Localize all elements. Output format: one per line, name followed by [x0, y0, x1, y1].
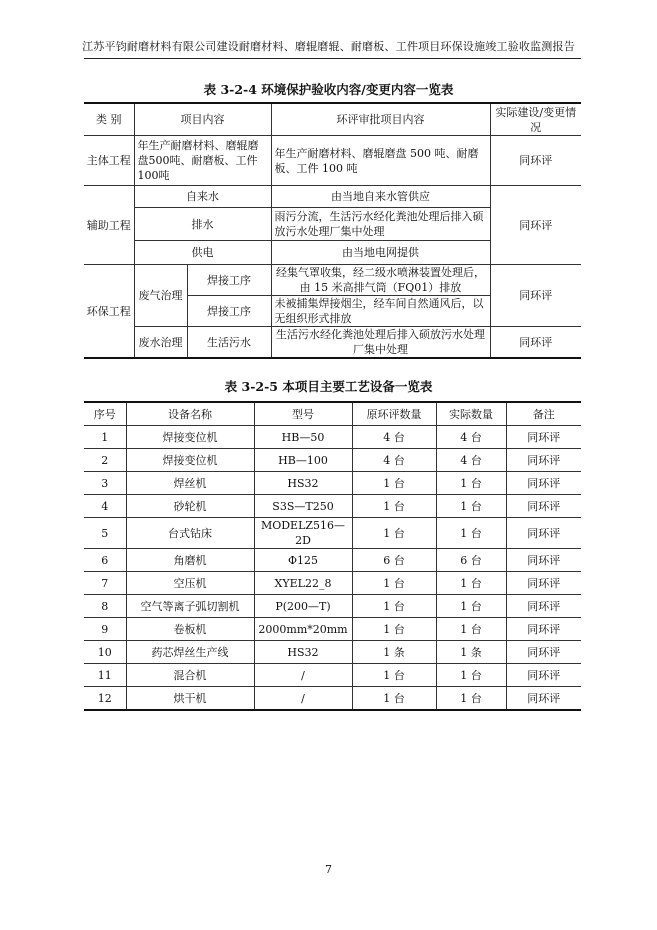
table2-caption: 表 3-2-5 本项目主要工艺设备一览表: [224, 379, 433, 394]
equipment-table: [84, 401, 581, 711]
model-cell: MODELZ516—2D: [254, 518, 352, 549]
device-name-cell: 药芯焊丝生产线: [126, 641, 254, 664]
model-cell: HB—100: [254, 449, 352, 472]
remark-cell: 同环评: [506, 572, 581, 595]
header-original-quantity: 原环评数量: [352, 402, 436, 426]
device-name-cell: 角磨机: [126, 549, 254, 572]
category-cell: 环保工程: [84, 265, 134, 359]
device-name-cell: 焊接变位机: [126, 449, 254, 472]
acceptance-content-table: [84, 102, 581, 359]
model-cell: S3S—T250: [254, 495, 352, 518]
table-row: [84, 495, 581, 518]
remark-cell: 同环评: [506, 495, 581, 518]
approval-cell: 年生产耐磨材料、磨辊磨盘 500 吨、耐磨板、工件 100 吨: [271, 136, 490, 186]
index-cell: 7: [84, 572, 126, 595]
actual-cell: 同环评: [490, 265, 581, 327]
table-row: [84, 265, 581, 296]
table-row: [84, 136, 581, 186]
table-row: [84, 186, 581, 208]
original-quantity-cell: 1 台: [352, 518, 436, 549]
remark-cell: 同环评: [506, 549, 581, 572]
actual-quantity-cell: 1 台: [436, 664, 506, 687]
header-item: 项目内容: [134, 103, 271, 136]
index-cell: 10: [84, 641, 126, 664]
table-row: [84, 449, 581, 472]
header-approval: 环评审批项目内容: [271, 103, 490, 136]
actual-quantity-cell: 1 条: [436, 641, 506, 664]
device-name-cell: 烘干机: [126, 687, 254, 711]
model-cell: P(200—T): [254, 595, 352, 618]
original-quantity-cell: 1 条: [352, 641, 436, 664]
subcategory-cell: 废水治理: [134, 327, 187, 359]
table-row: [84, 327, 581, 359]
header-device-name: 设备名称: [126, 402, 254, 426]
actual-quantity-cell: 4 台: [436, 426, 506, 449]
model-cell: 2000mm*20mm: [254, 618, 352, 641]
original-quantity-cell: 6 台: [352, 549, 436, 572]
original-quantity-cell: 1 台: [352, 472, 436, 495]
item-cell: 排水: [134, 208, 271, 241]
approval-cell: 雨污分流，生活污水经化粪池处理后排入硕放污水处理厂集中处理: [271, 208, 490, 241]
table-row: [84, 664, 581, 687]
item-cell: 自来水: [134, 186, 271, 208]
header-model: 型号: [254, 402, 352, 426]
actual-cell: 同环评: [490, 136, 581, 186]
actual-quantity-cell: 1 台: [436, 618, 506, 641]
device-name-cell: 焊接变位机: [126, 426, 254, 449]
table-row: [84, 518, 581, 549]
approval-cell: 经集气罩收集，经二级水喷淋装置处理后，由 15 米高排气筒（FQ01）排放: [271, 265, 490, 296]
remark-cell: 同环评: [506, 472, 581, 495]
header-index: 序号: [84, 402, 126, 426]
model-cell: /: [254, 664, 352, 687]
table-header-row: [84, 103, 581, 136]
approval-cell: 由当地自来水管供应: [271, 186, 490, 208]
actual-cell: 同环评: [490, 186, 581, 265]
actual-cell: 同环评: [490, 327, 581, 359]
header-remark: 备注: [506, 402, 581, 426]
original-quantity-cell: 4 台: [352, 426, 436, 449]
remark-cell: 同环评: [506, 518, 581, 549]
header-rule: [84, 58, 581, 59]
original-quantity-cell: 1 台: [352, 687, 436, 711]
actual-quantity-cell: 1 台: [436, 495, 506, 518]
model-cell: HS32: [254, 472, 352, 495]
original-quantity-cell: 4 台: [352, 449, 436, 472]
index-cell: 5: [84, 518, 126, 549]
index-cell: 2: [84, 449, 126, 472]
approval-cell: 未被捕集焊接烟尘，经车间自然通风后，以无组织形式排放: [271, 296, 490, 327]
index-cell: 8: [84, 595, 126, 618]
device-name-cell: 焊丝机: [126, 472, 254, 495]
actual-quantity-cell: 1 台: [436, 518, 506, 549]
device-name-cell: 空气等离子弧切割机: [126, 595, 254, 618]
model-cell: Φ125: [254, 549, 352, 572]
actual-quantity-cell: 4 台: [436, 449, 506, 472]
remark-cell: 同环评: [506, 595, 581, 618]
index-cell: 3: [84, 472, 126, 495]
model-cell: /: [254, 687, 352, 711]
original-quantity-cell: 1 台: [352, 495, 436, 518]
actual-quantity-cell: 1 台: [436, 595, 506, 618]
original-quantity-cell: 1 台: [352, 572, 436, 595]
actual-quantity-cell: 6 台: [436, 549, 506, 572]
item-cell: 供电: [134, 241, 271, 265]
actual-quantity-cell: 1 台: [436, 687, 506, 711]
item-cell: 生活污水: [187, 327, 271, 359]
table-row: [84, 618, 581, 641]
index-cell: 9: [84, 618, 126, 641]
remark-cell: 同环评: [506, 687, 581, 711]
model-cell: XYEL22_8: [254, 572, 352, 595]
index-cell: 6: [84, 549, 126, 572]
table-row: [84, 595, 581, 618]
item-cell: 年生产耐磨材料、磨辊磨盘500吨、耐磨板、工件 100吨: [134, 136, 271, 186]
index-cell: 1: [84, 426, 126, 449]
page-header: 江苏平钧耐磨材料有限公司建设耐磨材料、磨辊磨辊、耐磨板、工件项目环保设施竣工验收监测报告: [82, 40, 575, 53]
table-header-row: [84, 402, 581, 426]
index-cell: 11: [84, 664, 126, 687]
table-row: [84, 572, 581, 595]
original-quantity-cell: 1 台: [352, 664, 436, 687]
model-cell: HS32: [254, 641, 352, 664]
device-name-cell: 空压机: [126, 572, 254, 595]
page-number: 7: [325, 863, 332, 876]
table-row: [84, 687, 581, 711]
device-name-cell: 台式钻床: [126, 518, 254, 549]
device-name-cell: 砂轮机: [126, 495, 254, 518]
original-quantity-cell: 1 台: [352, 595, 436, 618]
category-cell: 辅助工程: [84, 186, 134, 265]
subcategory-cell: 废气治理: [134, 265, 187, 327]
remark-cell: 同环评: [506, 664, 581, 687]
device-name-cell: 混合机: [126, 664, 254, 687]
header-category: 类 别: [84, 103, 134, 136]
remark-cell: 同环评: [506, 449, 581, 472]
table1-caption: 表 3-2-4 环境保护验收内容/变更内容一览表: [203, 82, 454, 97]
table-row: [84, 472, 581, 495]
item-cell: 焊接工序: [187, 265, 271, 296]
table-row: [84, 426, 581, 449]
approval-cell: 生活污水经化粪池处理后排入硕放污水处理厂集中处理: [271, 327, 490, 359]
category-cell: 主体工程: [84, 136, 134, 186]
actual-quantity-cell: 1 台: [436, 472, 506, 495]
model-cell: HB—50: [254, 426, 352, 449]
index-cell: 12: [84, 687, 126, 711]
approval-cell: 由当地电网提供: [271, 241, 490, 265]
remark-cell: 同环评: [506, 618, 581, 641]
table-row: [84, 641, 581, 664]
remark-cell: 同环评: [506, 426, 581, 449]
original-quantity-cell: 1 台: [352, 618, 436, 641]
remark-cell: 同环评: [506, 641, 581, 664]
item-cell: 焊接工序: [187, 296, 271, 327]
table-row: [84, 549, 581, 572]
actual-quantity-cell: 1 台: [436, 572, 506, 595]
index-cell: 4: [84, 495, 126, 518]
device-name-cell: 卷板机: [126, 618, 254, 641]
header-actual-quantity: 实际数量: [436, 402, 506, 426]
header-actual: 实际建设/变更情况: [490, 103, 581, 136]
